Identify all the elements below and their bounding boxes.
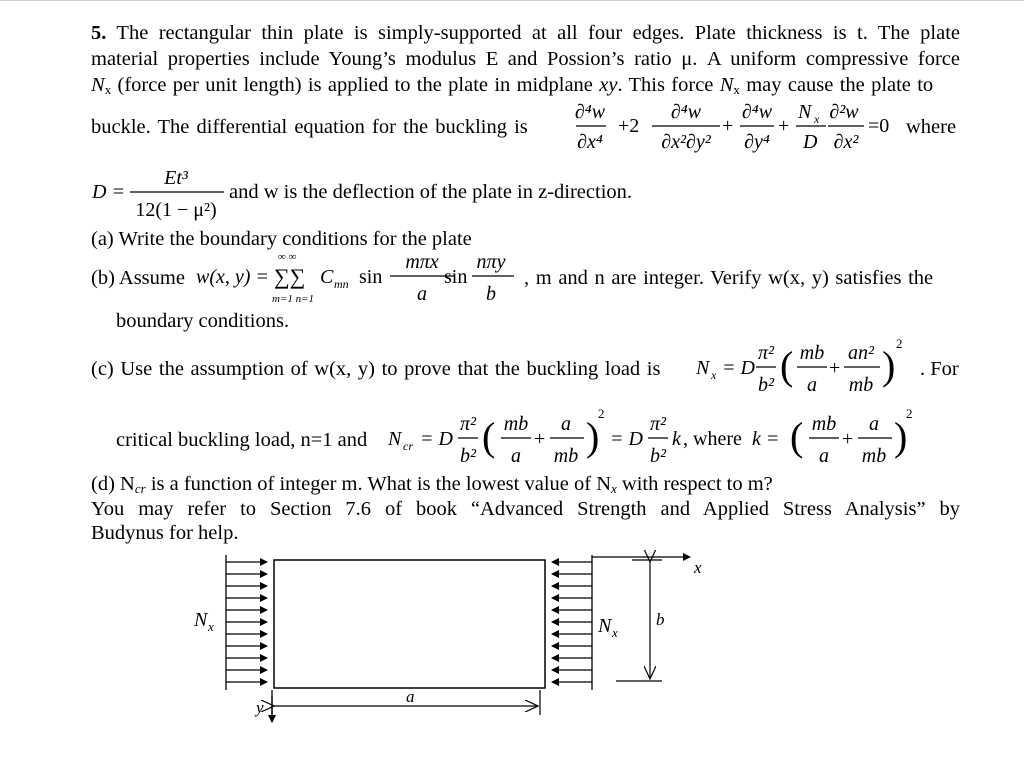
d-den: 12(1 − μ²) (135, 199, 217, 221)
de-term3-den: ∂y⁴ (744, 131, 770, 153)
part-b-prefix: (b) Assume (91, 267, 185, 289)
w-f1-num: mπx (405, 251, 439, 273)
bl-exponent: 2 (896, 336, 903, 351)
y-axis-label: y (256, 698, 264, 717)
cr-b-num: a (561, 413, 571, 435)
top-border (0, 0, 1024, 1)
bl-rparen: ) (882, 343, 896, 388)
de-term4-num: N (798, 101, 812, 123)
de-term5-den: ∂x² (833, 131, 859, 153)
bl-b-den: mb (848, 374, 874, 396)
k-b-num: a (869, 413, 879, 435)
problem-line-4-end: where (906, 116, 957, 138)
bl-a-num: mb (799, 342, 825, 364)
de-plus2: +2 (618, 115, 640, 137)
problem-line-3: $N_x$ (force per unit length) is applied to the plate in midplane xy. This force $N_x$ may cause the plate to (91, 74, 934, 97)
cr-a-num: mb (503, 413, 529, 435)
w-sum-upper: ∞ ∞ (278, 251, 297, 263)
part-c-prefix: (c) Use the assumption of w(x, y) to prove that the buckling load is (91, 358, 661, 380)
left-load-arrows (226, 555, 267, 690)
bl-lhs: N (696, 357, 710, 379)
w-f1-den: a (417, 283, 427, 305)
cr-exponent: 2 (598, 406, 605, 421)
k-a-num: mb (811, 413, 837, 435)
cr-rparen: ) (586, 414, 600, 459)
cr-a-den: a (511, 445, 521, 467)
de-plus-a: + (722, 115, 734, 137)
cr-b-den: mb (553, 445, 579, 467)
de-term4-den: D (803, 131, 818, 153)
w-sin1: sin (359, 266, 383, 288)
bl-lparen: ( (780, 343, 794, 388)
cr-lparen: ( (482, 414, 496, 459)
part-b-line2: boundary conditions. (116, 310, 290, 332)
w-f2-den: b (486, 283, 496, 305)
problem-line-4: buckle. The differential equation for the buckling is (91, 116, 528, 138)
plate-rectangle (274, 560, 545, 688)
d-num: Et³ (164, 167, 188, 189)
cr-eq: = D (420, 428, 453, 450)
bl-plus: + (829, 357, 841, 379)
cr-lhs-sub: cr (403, 439, 413, 453)
nx-left-label: N (194, 609, 208, 631)
problem-line-1 (91, 21, 960, 45)
part-c-suffix: . For (920, 358, 959, 380)
nx-left-sub: x (208, 619, 214, 634)
de-term2-num: ∂⁴w (670, 101, 702, 123)
bl-pi-num: π² (757, 342, 775, 364)
d-lhs: D = (92, 181, 125, 203)
bl-a-den: a (807, 374, 817, 396)
cr-pi-den: b² (460, 445, 476, 467)
plate-loading-figure (180, 550, 740, 755)
w-lhs: w(x, y) = (196, 266, 269, 288)
k-rparen: ) (894, 414, 908, 459)
cr-plus: + (534, 428, 546, 450)
de-equals-zero: =0 (868, 115, 890, 137)
part-a: (a) Write the boundary conditions for the plate (91, 228, 472, 250)
k-plus: + (842, 428, 854, 450)
w-coef: C (320, 266, 334, 288)
cr-k-eq: k = (752, 428, 780, 450)
critical-buckling-equation (386, 404, 962, 470)
w-f2-num: nπy (476, 251, 506, 273)
cr-lhs: N (388, 428, 402, 450)
problem-line-2: material properties include Young’s modulus E and Possion’s ratio μ. A uniform compressive force (91, 48, 960, 70)
part-c-line2-prefix: critical buckling load, n=1 and (116, 429, 368, 451)
x-axis-label: x (694, 558, 702, 577)
de-term1-den: ∂x⁴ (577, 131, 603, 153)
de-term1-num: ∂⁴w (574, 101, 606, 123)
d-definition-text: and w is the deflection of the plate in z-direction. (229, 181, 633, 203)
de-term3-num: ∂⁴w (741, 101, 773, 123)
de-term2-den: ∂x²∂y² (661, 131, 711, 153)
cr-pi2-num: π² (649, 413, 667, 435)
k-exponent: 2 (906, 406, 913, 421)
de-plus-b: + (778, 115, 790, 137)
k-b-den: mb (861, 445, 887, 467)
deflection-series-equation (196, 246, 526, 306)
part-b-suffix: , m and n are integer. Verify w(x, y) satisfies the (524, 267, 934, 289)
part-d-line3: Budynus for help. (91, 522, 239, 544)
de-term5-num: ∂²w (829, 101, 859, 123)
cr-where: , where (683, 428, 742, 450)
cr-pi2-den: b² (650, 445, 666, 467)
w-sin2: sin (444, 266, 468, 288)
part-d-line1: (d) $N_{cr}$ is a function of integer m. What is the lowest value of $N_x$ with respect to m? (91, 473, 773, 496)
right-load-arrows (552, 555, 592, 690)
cr-eq2: = D (610, 428, 643, 450)
cr-k: k (672, 428, 681, 450)
nx-right-label: N (598, 615, 612, 637)
bl-eq: = D (722, 357, 755, 379)
cr-pi-num: π² (459, 413, 477, 435)
bl-pi-den: b² (758, 374, 774, 396)
problem-text-1: The rectangular thin plate is simply-supported at all four edges. Plate thickness is t. The plate (116, 22, 960, 44)
w-sum-lower: m=1 n=1 (272, 293, 315, 305)
bl-b-num: an² (848, 342, 874, 364)
part-d-line2: You may refer to Section 7.6 of book “Advanced Strength and Applied Stress Analysis” by (91, 498, 960, 520)
w-sum-symbol: ∑∑ (274, 264, 306, 289)
problem-number: 5. (91, 22, 107, 44)
k-lparen: ( (790, 414, 804, 459)
dim-a-label: a (406, 687, 415, 706)
w-coef-sub: mn (334, 277, 349, 291)
buckling-load-equation (694, 335, 914, 401)
de-term4-num-sub: x (814, 112, 820, 126)
flexural-rigidity-equation (90, 164, 230, 226)
nx-right-sub: x (612, 625, 618, 640)
dim-b-label: b (656, 610, 665, 629)
bl-lhs-sub: x (711, 368, 717, 382)
buckling-differential-equation (570, 98, 905, 160)
k-a-den: a (819, 445, 829, 467)
